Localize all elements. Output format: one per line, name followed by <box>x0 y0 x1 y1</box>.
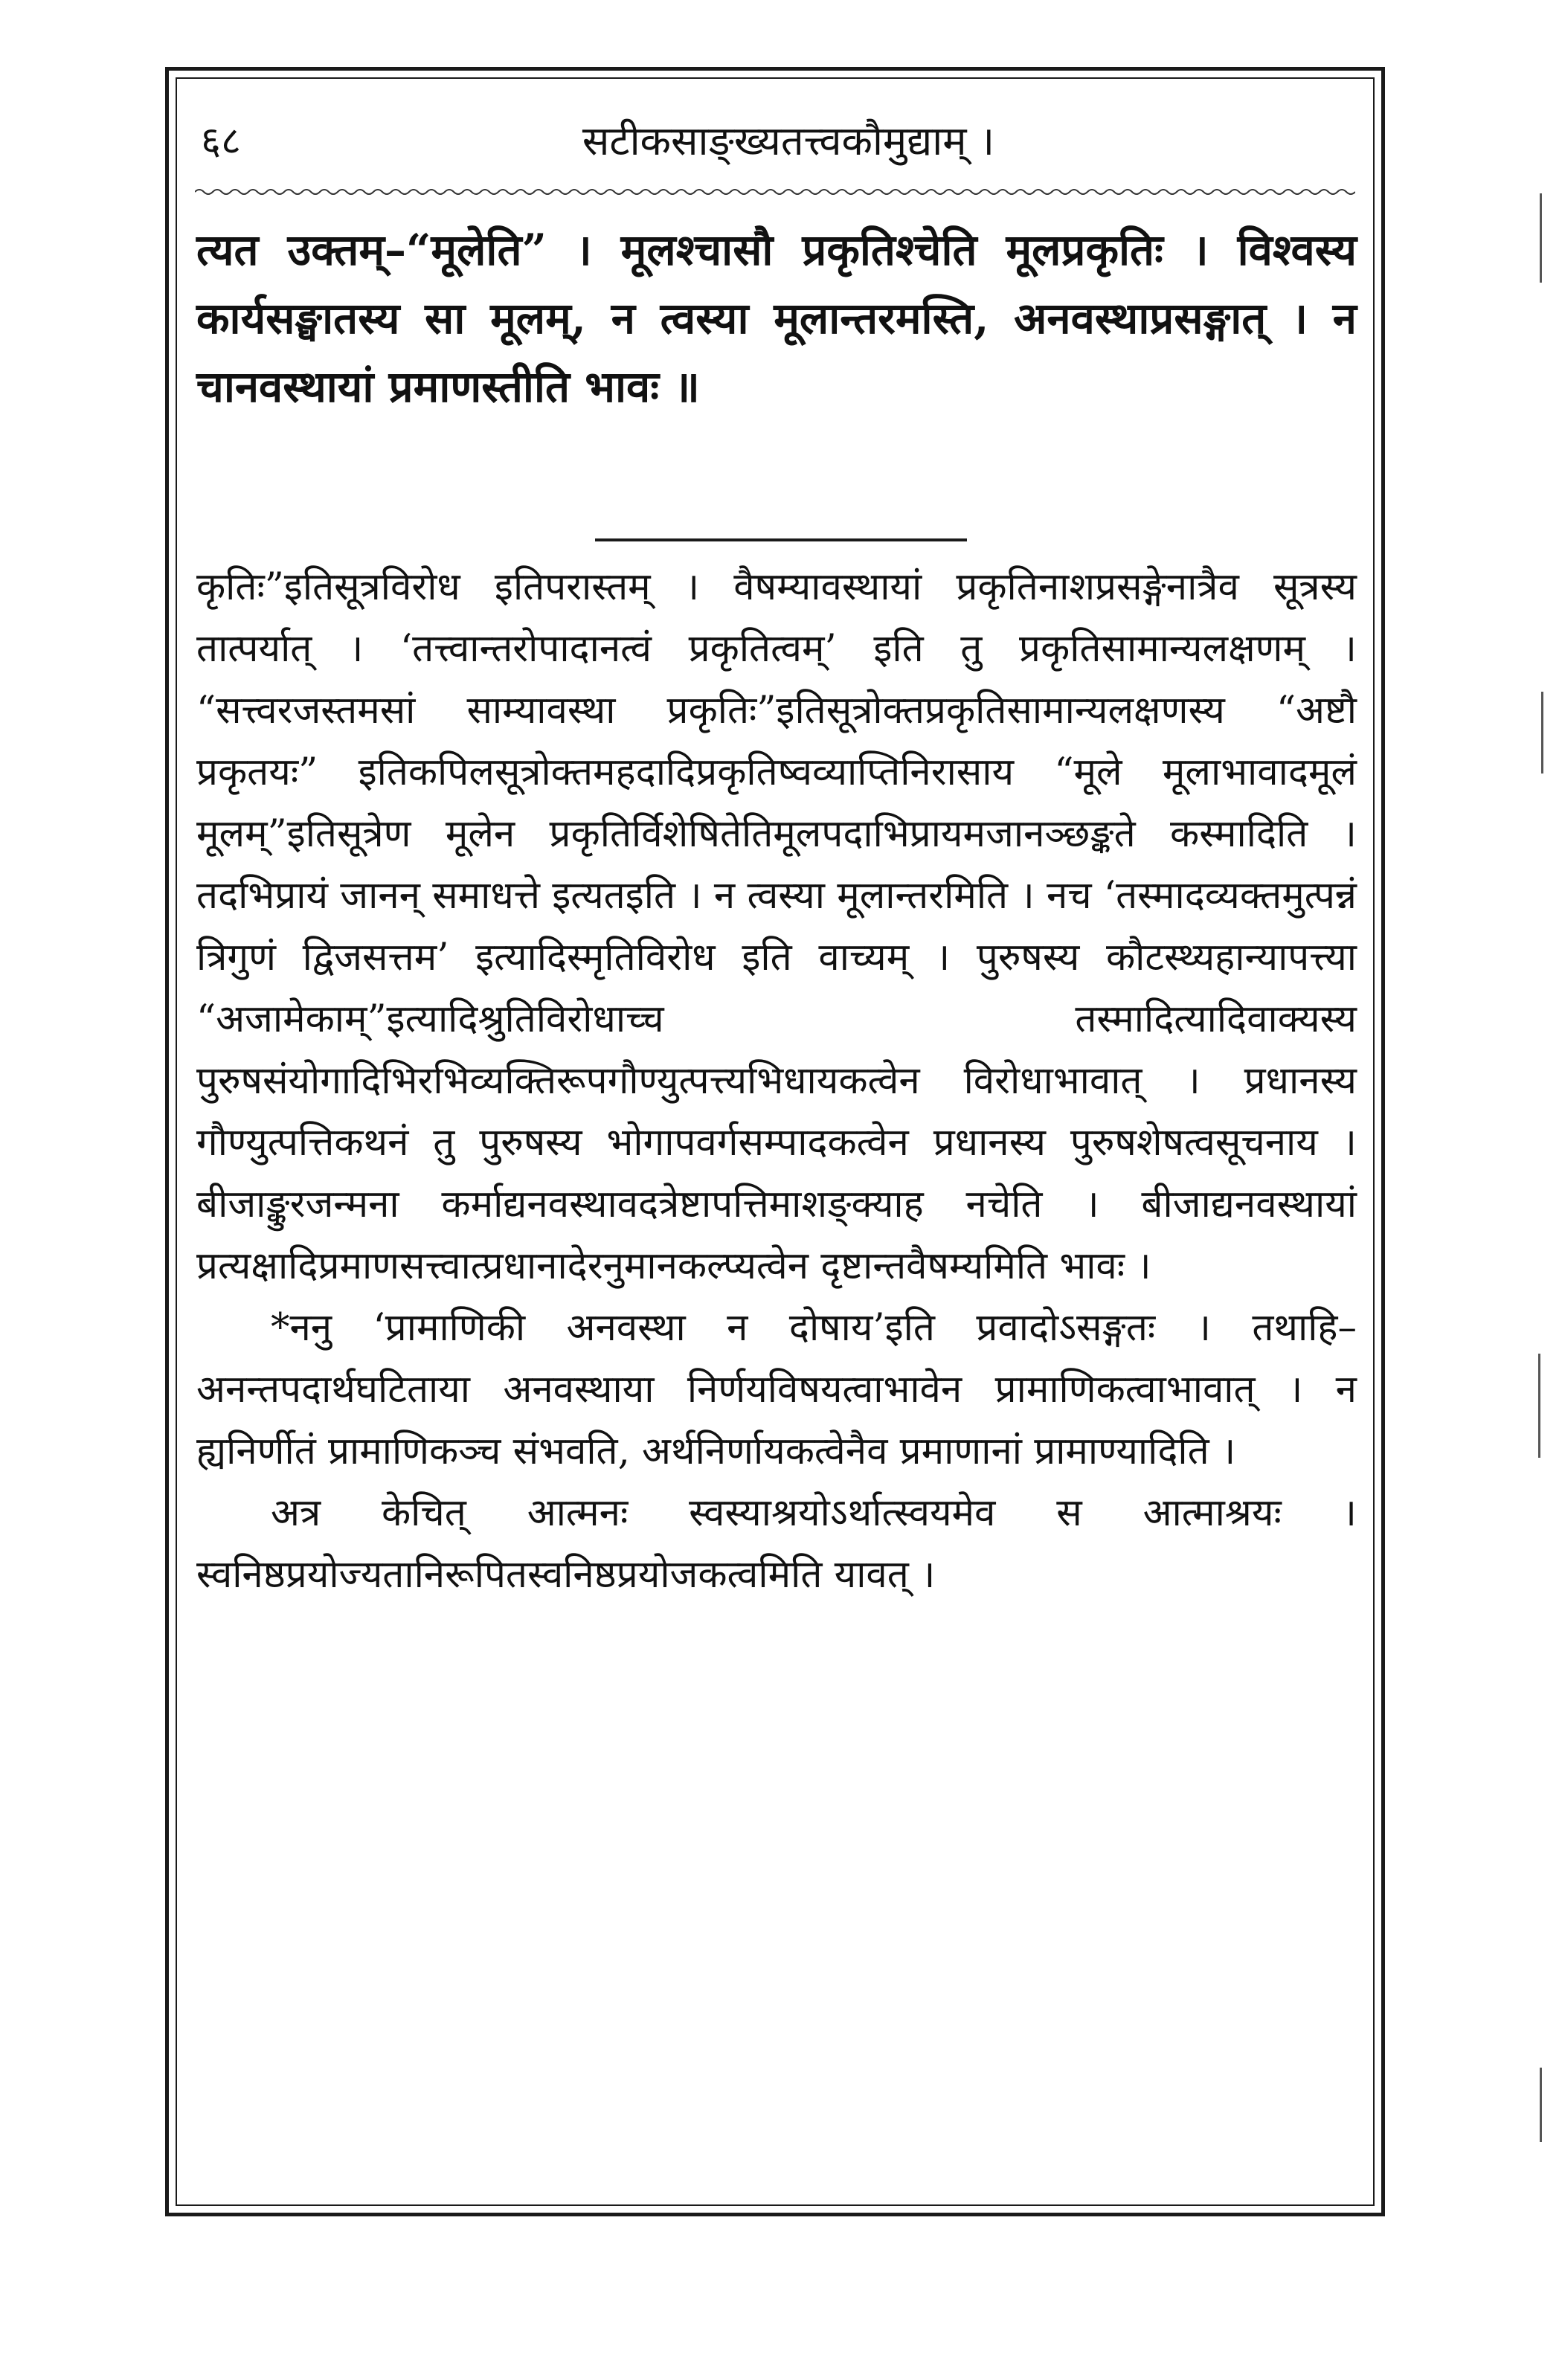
lower-paragraph-3: अत्र केचित् आत्मनः स्वस्याश्रयोऽर्थात्स्वयमेव स आत्माश्रयः । स्वनिष्ठप्रयोज्यतानिरूपितस्वनिष्ठप्रयोजकत्वमिति यावत् । <box>196 1491 1357 1597</box>
lower-paragraph-2: *ननु ‘प्रामाणिकी अनवस्था न दोषाय’इति प्रवादोऽसङ्गतः । तथाहि–अनन्तपदार्थघटिताया अनवस्थाया निर्णयविषयत्वाभावेन प्रामाणिकत्वाभावात् । न ह्यनिर्णीतं प्रामाणिकञ्च संभवति, अर्थनिर्णायकत्वेनैव प्रमाणानां प्रामाण्यादिति । <box>196 1306 1357 1473</box>
binding-mark-lower <box>1538 1354 1540 1458</box>
binding-mark-middle <box>1541 692 1543 774</box>
commentary-block-upper <box>196 216 1357 421</box>
commentary-block-lower <box>196 556 1357 1606</box>
binding-mark-top <box>1540 193 1542 283</box>
section-divider <box>595 538 967 541</box>
upper-paragraph: त्यत उक्तम्–“मूलेति” । मूलश्चासौ प्रकृतिश्चेति मूलप्रकृतिः । विश्वस्य कार्यसङ्घातस्य सा मूलम्, न त्वस्या मूलान्तरमस्ति, अनवस्थाप्रसङ्गात् । न चानवस्थायां प्रमाणस्तीति भावः ॥ <box>196 225 1357 412</box>
page-header <box>201 112 1346 171</box>
binding-mark-bottom <box>1540 2068 1542 2142</box>
page-number: ६८ <box>201 119 242 164</box>
running-title: सटीकसाङ्ख्यतत्त्वकौमुद्याम् । <box>582 118 995 164</box>
lower-paragraph-1: कृतिः”इतिसूत्रविरोध इतिपरास्तम् । वैषम्यावस्थायां प्रकृतिनाशप्रसङ्गेनात्रैव सूत्रस्य तात्पर्यात् । ‘तत्त्वान्तरोपादानत्वं प्रकृतित्वम्’ इति तु प्रकृतिसामान्यलक्षणम् । “सत्त्वरजस्तमसां साम्यावस्था प्रकृतिः”इतिसूत्रोक्तप्रकृतिसामान्यलक्षणस्य “अष्टौ प्रकृतयः” इतिकपिलसूत्रोक्तमहदादिप्रकृतिष्वव्याप्तिनिरासाय “मूले मूलाभावादमूलं मूलम्”इतिसूत्रेण मूलेन प्रकृतिर्विशेषितेतिमूलपदाभिप्रायमजानञ्छङ्कते कस्मादिति । तदभिप्रायं जानन् समाधत्ते इत्यतइति । न त्वस्या मूलान्तरमिति । नच ‘तस्मादव्यक्तमुत्पन्नं त्रिगुणं द्विजसत्तम’ इत्यादिस्मृतिविरोध इति वाच्यम् । पुरुषस्य कौटस्थ्यहान्यापत्त्या “अजामेकाम्”इत्यादिश्रुतिविरोधाच्च तस्मादित्यादिवाक्यस्य पुरुषसंयोगादिभिरभिव्यक्तिरूपगौण्युत्पत्त्यभिधायकत्वेन विरोधाभावात् । प्रधानस्य गौण्युत्पत्तिकथनं तु पुरुषस्य भोगापवर्गसम्पादकत्वेन प्रधानस्य पुरुषशेषत्वसूचनाय । बीजाङ्कुरजन्मना कर्माद्यनवस्थावदत्रेष्टापत्तिमाशङ्क्याह नचेति । बीजाद्यनवस्थायां प्रत्यक्षादिप्रमाणसत्त्वात्प्रधानादेरनुमानकल्प्यत्वेन दृष्टान्तवैषम्यमिति भावः । <box>196 565 1357 1288</box>
header-wavy-rule <box>195 186 1355 198</box>
